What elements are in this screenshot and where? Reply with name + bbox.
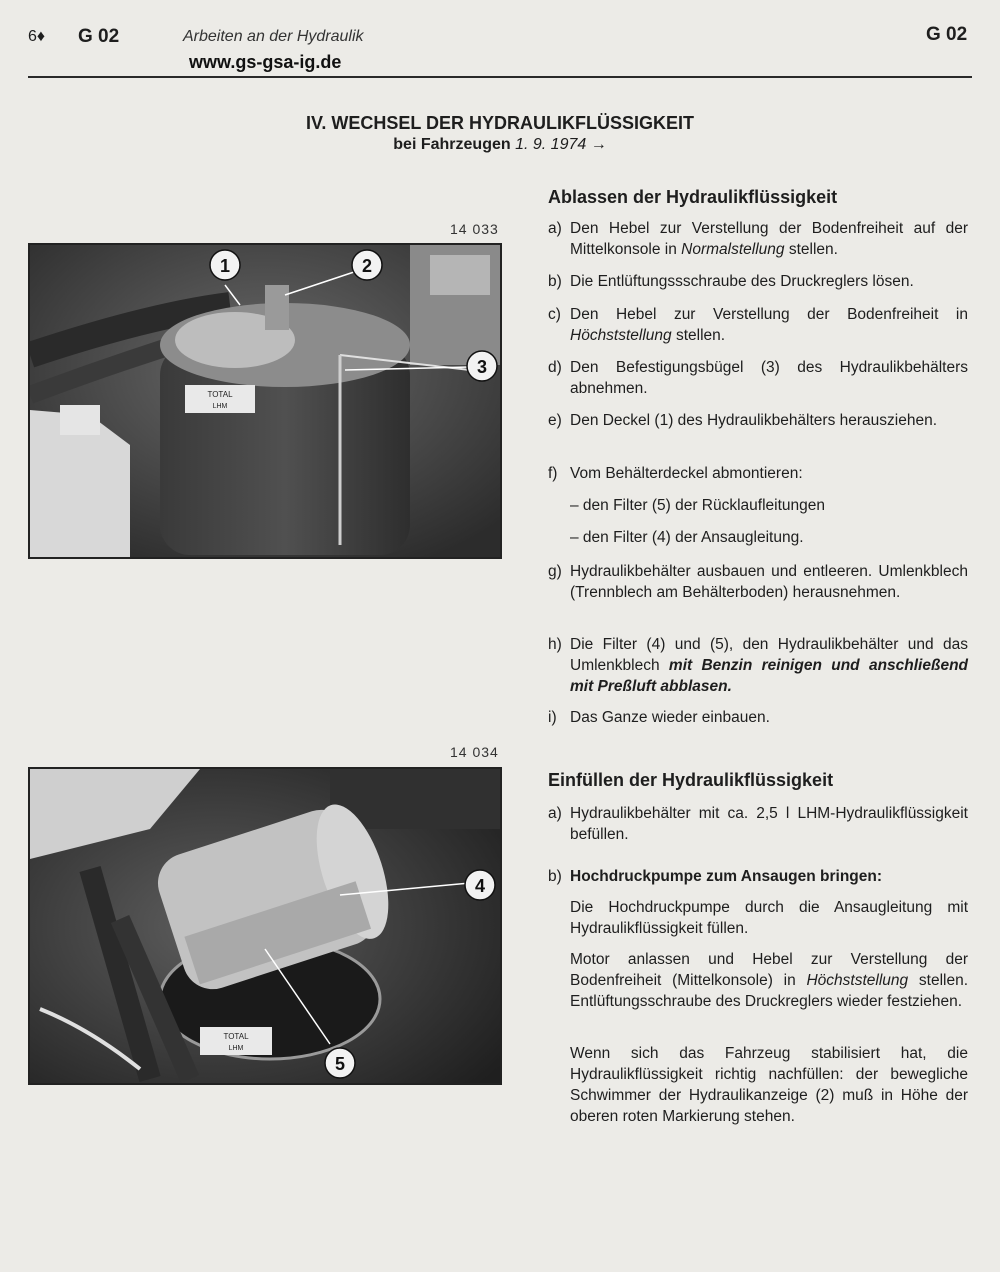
step-label: b) bbox=[548, 273, 562, 290]
subtitle-prefix: bei Fahrzeugen bbox=[393, 136, 511, 153]
website-watermark: www.gs-gsa-ig.de bbox=[189, 52, 342, 72]
emphasis: Höchststellung bbox=[570, 327, 672, 344]
step-label: d) bbox=[548, 359, 562, 376]
drain-step-f-sub-2: – den Filter (4) der Ansaugleitung. bbox=[570, 529, 804, 546]
step-text: Hydraulikbehälter mit ca. 2,5 l LHM-Hydraulikflüssigkeit befüllen. bbox=[570, 805, 968, 843]
step-text-part: stellen. bbox=[784, 241, 838, 258]
drain-step-e bbox=[548, 410, 968, 431]
step-text: Die Entlüftungssschraube des Druckreglers lösen. bbox=[570, 273, 914, 290]
callout-5: 5 bbox=[334, 1054, 346, 1074]
step-text-part: Den Hebel zur Verstellung der Bodenfreiheit in bbox=[570, 306, 968, 323]
emphasis: Höchststellung bbox=[806, 972, 909, 989]
step-text-part: stellen. bbox=[671, 327, 726, 344]
emphasis: Normalstellung bbox=[681, 241, 785, 258]
fill-step-b bbox=[548, 866, 968, 887]
figure-1-photo bbox=[28, 243, 502, 559]
step-text: Den Befestigungsbügel (3) des Hydraulikbehälters abnehmen. bbox=[570, 359, 968, 397]
fill-paragraph-1: Die Hochdruckpumpe durch die Ansaugleitung mit Hydraulikflüssigkeit füllen. bbox=[570, 899, 968, 937]
drain-step-c bbox=[548, 304, 968, 346]
drain-step-g bbox=[548, 561, 968, 603]
step-label: a) bbox=[548, 220, 562, 237]
drain-step-a bbox=[548, 218, 968, 260]
paragraph-part: stellen. Entlüftungsschraube des Druckreglers wieder festziehen. bbox=[570, 972, 969, 1010]
section-code-right: G 02 bbox=[926, 24, 968, 45]
step-label: e) bbox=[548, 412, 562, 429]
figure-1-label-brand: TOTAL bbox=[207, 390, 233, 399]
step-label: b) bbox=[548, 868, 562, 885]
drain-step-d bbox=[548, 357, 968, 399]
callout-3: 3 bbox=[476, 357, 488, 377]
drain-step-h bbox=[548, 634, 968, 697]
figure-1-label-product: LHM bbox=[212, 403, 228, 410]
page-number: 6♦ bbox=[28, 28, 46, 45]
figure-1-number: 14 033 bbox=[450, 221, 499, 237]
step-text: Vom Behälterdeckel abmontieren: bbox=[570, 465, 803, 482]
fill-paragraph-3: Wenn sich das Fahrzeug stabilisiert hat, die Hydraulikflüssigkeit richtig nachfüllen: der bewegliche Schwimmer der Hydraulikanzeige (2) muß in Höhe der oberen roten Markierung stehen. bbox=[570, 1045, 968, 1125]
step-text bbox=[570, 218, 968, 260]
callout-1: 1 bbox=[219, 256, 231, 276]
drain-step-i bbox=[548, 707, 968, 728]
drain-step-b bbox=[548, 271, 968, 292]
fill-heading: Einfüllen der Hydraulikflüssigkeit bbox=[548, 770, 834, 790]
figure-2-label-product: LHM bbox=[228, 1045, 244, 1052]
callout-4: 4 bbox=[474, 876, 486, 896]
fill-paragraph-2 bbox=[570, 949, 968, 1012]
step-text bbox=[570, 304, 968, 346]
step-label: a) bbox=[548, 805, 562, 822]
figure-2-number: 14 034 bbox=[450, 744, 499, 760]
fill-step-a bbox=[548, 803, 968, 845]
step-label: g) bbox=[548, 563, 562, 580]
subtitle-date: 1. 9. 1974 → bbox=[515, 136, 607, 153]
step-text: Das Ganze wieder einbauen. bbox=[570, 709, 770, 726]
step-label: f) bbox=[548, 465, 558, 482]
page-subtitle bbox=[0, 136, 1000, 154]
step-text-part: Die Filter (4) und (5), den Hydraulikbehälter und das Umlenkblech bbox=[570, 636, 968, 674]
step-text: Den Deckel (1) des Hydraulikbehälters herausziehen. bbox=[570, 412, 938, 429]
section-code-left: G 02 bbox=[78, 26, 120, 47]
step-label: i) bbox=[548, 709, 557, 726]
drain-step-f bbox=[548, 463, 968, 484]
step-label: c) bbox=[548, 306, 561, 323]
paragraph-part: Motor anlassen und Hebel zur Verstellung der Bodenfreiheit (Mittelkonsole) in bbox=[570, 951, 968, 989]
page-title: IV. WECHSEL DER HYDRAULIKFLÜSSIGKEIT bbox=[305, 113, 695, 133]
drain-heading: Ablassen der Hydraulikflüssigkeit bbox=[548, 187, 838, 207]
step-text bbox=[570, 634, 968, 697]
figure-2-photo bbox=[28, 767, 502, 1085]
figure-2-label-brand: TOTAL bbox=[223, 1032, 249, 1041]
step-text: Hochdruckpumpe zum Ansaugen bringen: bbox=[570, 868, 883, 885]
drain-step-f-sub-1: – den Filter (5) der Rücklaufleitungen bbox=[570, 497, 826, 514]
emphasis: mit Benzin reinigen und anschließend mit Preßluft abblasen. bbox=[570, 657, 969, 695]
running-header-title: Arbeiten an der Hydraulik bbox=[183, 28, 364, 45]
step-text: Hydraulikbehälter ausbauen und entleeren. Umlenkblech (Trennblech am Behälterboden) herausnehmen. bbox=[570, 563, 968, 601]
step-text-part: Den Hebel zur Verstellung der Bodenfreiheit auf der Mittelkonsole in bbox=[570, 220, 968, 258]
callout-2: 2 bbox=[361, 256, 373, 276]
step-label: h) bbox=[548, 636, 562, 653]
header-divider bbox=[28, 76, 972, 78]
